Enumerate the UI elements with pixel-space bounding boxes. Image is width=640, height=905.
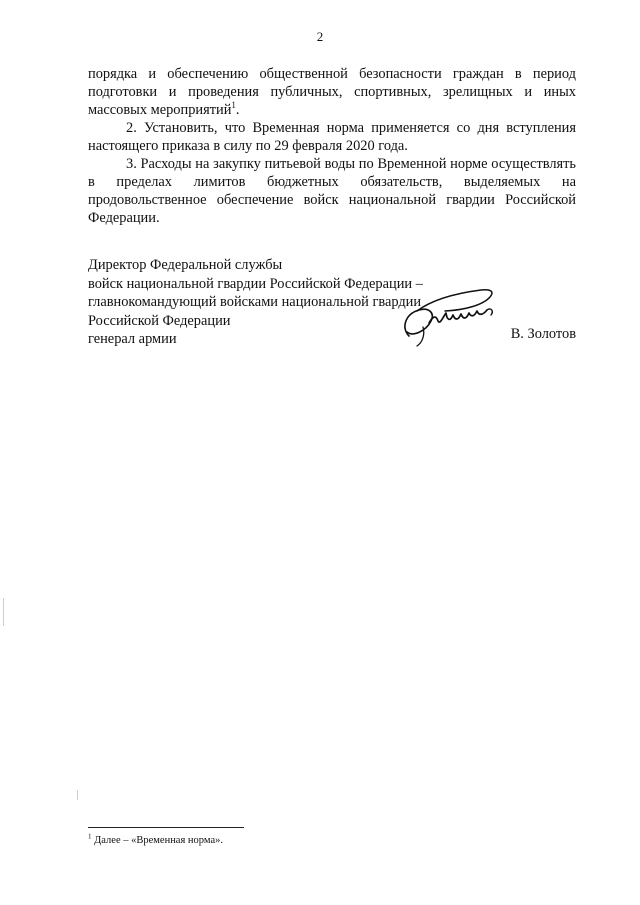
signatory-rank: генерал армии (88, 331, 177, 347)
signatory-title-line: Российской Федерации (88, 312, 231, 329)
paragraph-1-text: порядка и обеспечению общественной безопасности граждан в период подготовки и проведения публичных, спортивных, зрелищных и иных массовых мероприятий (88, 66, 576, 118)
paragraph-item-3: 3. Расходы на закупку питьевой воды по Временной норме осуществлять в пределах лимитов бюджетных обязательств, выделяемых на продовольственное обеспечение войск национальной гвардии Российской Федерации. (88, 156, 576, 226)
scan-edge-mark (77, 790, 78, 800)
signatory-title-line: войск национальной гвардии Российской Федерации – (88, 275, 423, 292)
handwritten-signature (395, 280, 505, 350)
paragraph-continuation (88, 65, 576, 119)
signatory-title-line: Директор Федеральной службы (88, 257, 283, 273)
scan-edge-mark (3, 612, 4, 626)
document-body (88, 65, 576, 227)
paragraph-item-2: 2. Установить, что Временная норма применяется со дня вступления настоящего приказа в силу по 29 февраля 2020 года. (88, 120, 576, 154)
paragraph-1-period: . (235, 102, 240, 118)
signatory-name: В. Золотов (510, 326, 576, 342)
footnote-divider (88, 827, 244, 828)
footnote-text: Далее – «Временная норма». (94, 835, 223, 846)
page-number: 2 (316, 29, 324, 44)
signatory-title-line: главнокомандующий войсками национальной гвардии (88, 294, 422, 310)
footnote-reference[interactable]: 1 (231, 100, 236, 111)
footnote-marker: 1 (88, 832, 92, 841)
footnote (88, 834, 223, 847)
